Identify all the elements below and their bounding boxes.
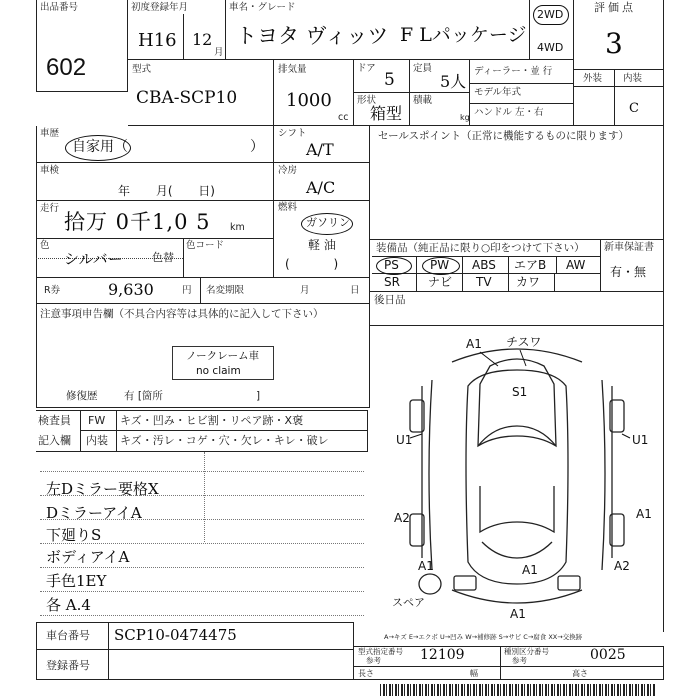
shift-label: シフト xyxy=(278,128,307,139)
repair-value: 有 [箇所 xyxy=(124,390,163,402)
shaken-value: 年 月( 日) xyxy=(118,184,215,198)
equip-navi: ナビ xyxy=(428,275,453,289)
note-line-6: 各 A.4 xyxy=(46,596,91,614)
history-value: 自家用（ xyxy=(72,139,128,155)
mileage-value: 拾万 0千1,0 5 xyxy=(64,210,211,234)
category-sub: 参考 xyxy=(512,656,527,665)
name-change-day: 日 xyxy=(350,285,360,296)
inspector-label-1: 検査員 xyxy=(38,414,71,427)
cert-value: 12109 xyxy=(420,647,465,663)
capacity-label: 定員 xyxy=(413,63,433,74)
mark-u1-left: U1 xyxy=(396,433,413,447)
equip-tv: TV xyxy=(476,275,492,289)
mark-a1-back: A1 xyxy=(522,563,538,577)
interior-label: 内装 xyxy=(623,73,643,84)
recycle-row xyxy=(36,278,370,304)
drive-other: 4WD xyxy=(537,41,564,54)
recolor-label: 色替 xyxy=(152,251,174,264)
equip-sr: SR xyxy=(384,275,400,289)
dealer-label: ディーラー・並 行 xyxy=(474,66,553,77)
displacement-label: 排気量 xyxy=(278,64,307,75)
inspector-row2-tag: 内装 xyxy=(86,434,108,447)
capacity-value: 5人 xyxy=(440,72,467,91)
height-label: 高さ xyxy=(572,669,588,678)
barcode-strip xyxy=(380,684,656,696)
ac-value: A/C xyxy=(306,178,336,197)
ac-label: 冷房 xyxy=(278,165,298,176)
note-line-1: 左Dミラー要格X xyxy=(46,480,159,498)
mark-a1-right: A1 xyxy=(636,507,652,521)
equipment-label: 装備品（純正品に限り○印をつけて下さい） xyxy=(376,242,585,254)
mark-a2-right: A2 xyxy=(614,559,630,573)
car-grade: F Lパッケージ xyxy=(400,24,527,46)
equip-leather: カワ xyxy=(516,275,541,289)
chassis-label: 車台番号 xyxy=(46,629,90,642)
model-label: 型式 xyxy=(132,64,152,75)
notes-label: 注意事項申告欄（不具合内容等は具体的に記入して下さい） xyxy=(40,308,324,320)
reg-era: H16 xyxy=(138,30,177,51)
color-code-label: 色コード xyxy=(186,240,225,251)
inspector-label-2: 記入欄 xyxy=(38,434,71,447)
note-line-2: DミラーアイA xyxy=(46,504,142,522)
color-value: シルバー xyxy=(64,250,123,268)
registration-label: 登録番号 xyxy=(46,659,90,672)
drive-selected: 2WD xyxy=(537,8,564,21)
body-label: 形状 xyxy=(357,95,377,106)
inspector-row2-text: キズ・汚レ・コゲ・穴・欠レ・キレ・破レ xyxy=(120,434,329,447)
equip-abs: ABS xyxy=(472,258,496,272)
mark-u1-right: U1 xyxy=(632,433,649,447)
history-label: 車歴 xyxy=(40,128,60,139)
mark-s1: S1 xyxy=(512,385,528,399)
mark-a1-top: A1 xyxy=(466,337,482,351)
history-close: ） xyxy=(250,139,264,155)
equip-pw: PW xyxy=(430,258,450,272)
warranty-value: 有・無 xyxy=(610,265,647,279)
inspector-row1-text: キズ・凹み・ヒビ割・リペア跡・X褒 xyxy=(120,414,304,427)
lot-number: 602 xyxy=(46,54,87,81)
inspector-row1-tag: FW xyxy=(88,414,106,427)
spare-label: スペア xyxy=(392,596,425,609)
sales-point-label: セールスポイント（正常に機能するものに限ります） xyxy=(378,130,630,142)
category-value: 0025 xyxy=(590,647,626,663)
body-value: 箱型 xyxy=(370,104,403,123)
car-diagram xyxy=(370,326,664,636)
mark-a1-rear: A1 xyxy=(510,607,526,621)
note-line-3: 下廻りS xyxy=(46,526,102,544)
fuel-paren: ( ) xyxy=(285,257,339,271)
no-claim-jp: ノークレーム車 xyxy=(186,350,260,362)
score-value: 3 xyxy=(605,27,623,60)
exterior-label: 外装 xyxy=(583,73,603,84)
cert-label: 型式指定番号 xyxy=(358,647,403,656)
name-change-label: 名変期限 xyxy=(206,285,245,296)
fuel-label: 燃料 xyxy=(278,202,298,213)
model-code: CBA-SCP10 xyxy=(136,88,238,108)
damage-legend: A→キズ E→エクボ U→凹み W→補修跡 S→サビ C→腐食 XX→交換跡 xyxy=(384,633,583,641)
equip-ps: PS xyxy=(384,258,399,272)
mark-a2-left: A2 xyxy=(394,511,410,525)
mark-scratch-top: チスワ xyxy=(506,335,542,349)
chassis-value: SCP10-0474475 xyxy=(114,626,237,644)
length-label: 長さ xyxy=(358,669,374,678)
width-label: 幅 xyxy=(470,669,478,678)
color-label: 色 xyxy=(40,240,50,251)
repair-label: 修復歴 xyxy=(66,390,98,402)
car-name: トヨタ ヴィッツ xyxy=(236,24,389,48)
mark-a1-lower-left: A1 xyxy=(418,559,434,573)
recycle-label: R券 xyxy=(44,285,61,296)
mileage-label: 走行 xyxy=(40,203,60,214)
displacement-value: 1000 xyxy=(286,90,332,111)
note-line-4: ボディアイA xyxy=(46,548,130,566)
shaken-label: 車検 xyxy=(40,165,60,176)
name-label: 車名・グレード xyxy=(229,2,296,13)
reg-month: 12 xyxy=(192,30,213,49)
reg-label: 初度登録年月 xyxy=(131,2,189,13)
recycle-amount: 9,630 xyxy=(108,280,154,299)
interior-grade: C xyxy=(629,101,639,116)
cc-unit: cc xyxy=(338,112,349,123)
warranty-label: 新車保証書 xyxy=(604,242,654,253)
category-label: 種別区分番号 xyxy=(504,647,549,656)
equip-airbag: エアB xyxy=(514,258,547,272)
equip-aw: AW xyxy=(566,258,586,272)
repair-close: ] xyxy=(256,390,261,402)
km-unit: km xyxy=(230,222,245,233)
name-change-month: 月 xyxy=(300,285,310,296)
recycle-yen: 円 xyxy=(182,285,192,296)
model-year-label: モデル年式 xyxy=(474,87,522,98)
fuel-value: ガソリン xyxy=(306,216,350,229)
doors-value: 5 xyxy=(384,70,395,90)
sales-point-block xyxy=(370,126,664,240)
lot-label: 出品番号 xyxy=(40,2,79,13)
shift-value: A/T xyxy=(306,140,334,159)
no-claim-en: no claim xyxy=(196,365,241,377)
cert-sub: 参考 xyxy=(366,656,381,665)
reg-month-suffix: 月 xyxy=(214,47,224,58)
fuel-diesel: 軽 油 xyxy=(308,238,336,252)
back-items-block xyxy=(370,292,664,326)
load-label: 積載 xyxy=(413,95,433,106)
note-line-5: 手色1EY xyxy=(46,572,107,590)
doors-label: ドア xyxy=(357,63,376,74)
back-items-label: 後日品 xyxy=(374,294,406,306)
handle-label: ハンドル 左・右 xyxy=(474,107,544,118)
score-label: 評価点 xyxy=(594,1,636,14)
kg-unit: kg xyxy=(460,113,470,122)
